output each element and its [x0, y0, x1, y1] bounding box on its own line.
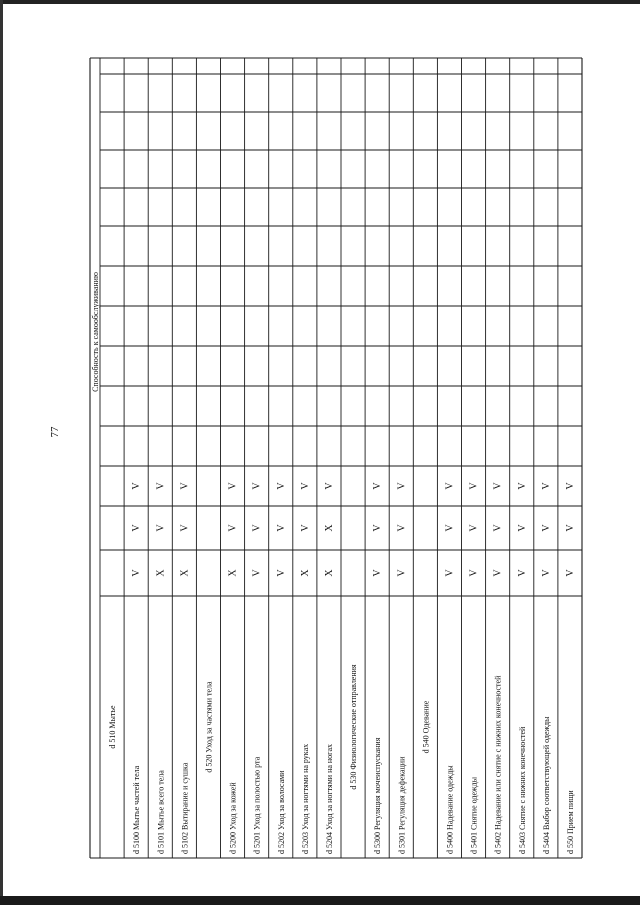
grade-mark: V [540, 569, 552, 577]
grade-mark: V [299, 524, 311, 532]
grade-mark: V [179, 524, 191, 532]
grade-mark: V [227, 482, 239, 490]
grade-mark: V [131, 482, 143, 490]
grade-mark: V [131, 569, 143, 577]
grade-mark: V [396, 569, 408, 577]
grade-mark: V [131, 524, 143, 532]
grade-mark: V [444, 569, 456, 577]
row-label: d 5100 Мытье частей тела [132, 765, 142, 854]
grade-mark: V [155, 482, 167, 490]
row-label: d 550 Прием пищи [565, 790, 575, 854]
grade-mark: V [516, 569, 528, 577]
section-heading: d 540 Одевание [421, 700, 431, 754]
grade-mark: V [564, 524, 576, 532]
row-label: d 5301 Регуляция дефекации [397, 756, 407, 854]
grade-mark: V [275, 524, 287, 532]
grade-mark: V [468, 482, 480, 490]
grade-mark: V [468, 569, 480, 577]
grade-mark: X [179, 569, 191, 577]
grade-mark: V [275, 569, 287, 577]
grade-mark: V [372, 524, 384, 532]
grade-mark: V [564, 482, 576, 490]
section-heading: d 530 Физиологические отправления [349, 664, 359, 790]
grade-mark: V [516, 482, 528, 490]
grade-mark: V [396, 524, 408, 532]
grade-mark: V [564, 569, 576, 577]
grade-mark: V [251, 482, 263, 490]
grade-mark: V [323, 482, 335, 490]
section-heading: d 510 Мытье [108, 705, 118, 749]
grade-mark: X [155, 569, 167, 577]
table-rows [108, 482, 576, 854]
row-label: d 5201 Уход за полостью рта [252, 756, 262, 854]
table-header: Способность к самообслуживанию [91, 272, 100, 392]
grade-mark: V [299, 482, 311, 490]
grade-mark: V [227, 524, 239, 532]
grade-mark: X [227, 569, 239, 577]
table-grid [90, 58, 582, 858]
grade-mark: V [396, 482, 408, 490]
grade-mark: V [444, 482, 456, 490]
row-label: d 5202 Уход за волосами [276, 770, 286, 854]
grade-mark: V [372, 569, 384, 577]
grade-mark: V [492, 569, 504, 577]
row-label: d 5102 Вытирание и сушка [180, 762, 190, 854]
grade-mark: V [155, 524, 167, 532]
grade-mark: V [444, 524, 456, 532]
grade-mark: V [275, 482, 287, 490]
row-label: d 5300 Регуляция мочеиспускания [373, 737, 383, 854]
grade-mark: V [492, 482, 504, 490]
grade-mark: V [540, 524, 552, 532]
row-label: d 5403 Снятие с нижних конечностей [517, 726, 527, 854]
grade-mark: V [540, 482, 552, 490]
row-label: d 5400 Надевание одежды [445, 765, 455, 854]
grade-mark: V [516, 524, 528, 532]
row-label: d 5204 Уход за ногтями на ногах [324, 743, 334, 854]
grade-mark: X [323, 569, 335, 577]
row-label: d 5402 Надевание или снятие с нижних конечностей [493, 675, 503, 854]
section-heading: d 520 Уход за частями тела [204, 681, 214, 773]
row-label: d 5101 Мытье всего тела [156, 770, 166, 854]
grade-mark: V [468, 524, 480, 532]
grade-mark: X [323, 524, 335, 532]
row-label: d 5404 Выбор соответствующей одежды [541, 716, 551, 854]
row-label: d 5200 Уход за кожей [228, 782, 238, 854]
grade-mark: V [251, 569, 263, 577]
row-label: d 5401 Снятие одежды [469, 777, 479, 854]
grade-mark: X [299, 569, 311, 577]
grade-mark: V [492, 524, 504, 532]
page-number: 77 [49, 426, 61, 438]
grade-mark: V [372, 482, 384, 490]
row-label: d 5203 Уход за ногтями на руках [300, 743, 310, 854]
grade-mark: V [251, 524, 263, 532]
grade-mark: V [179, 482, 191, 490]
